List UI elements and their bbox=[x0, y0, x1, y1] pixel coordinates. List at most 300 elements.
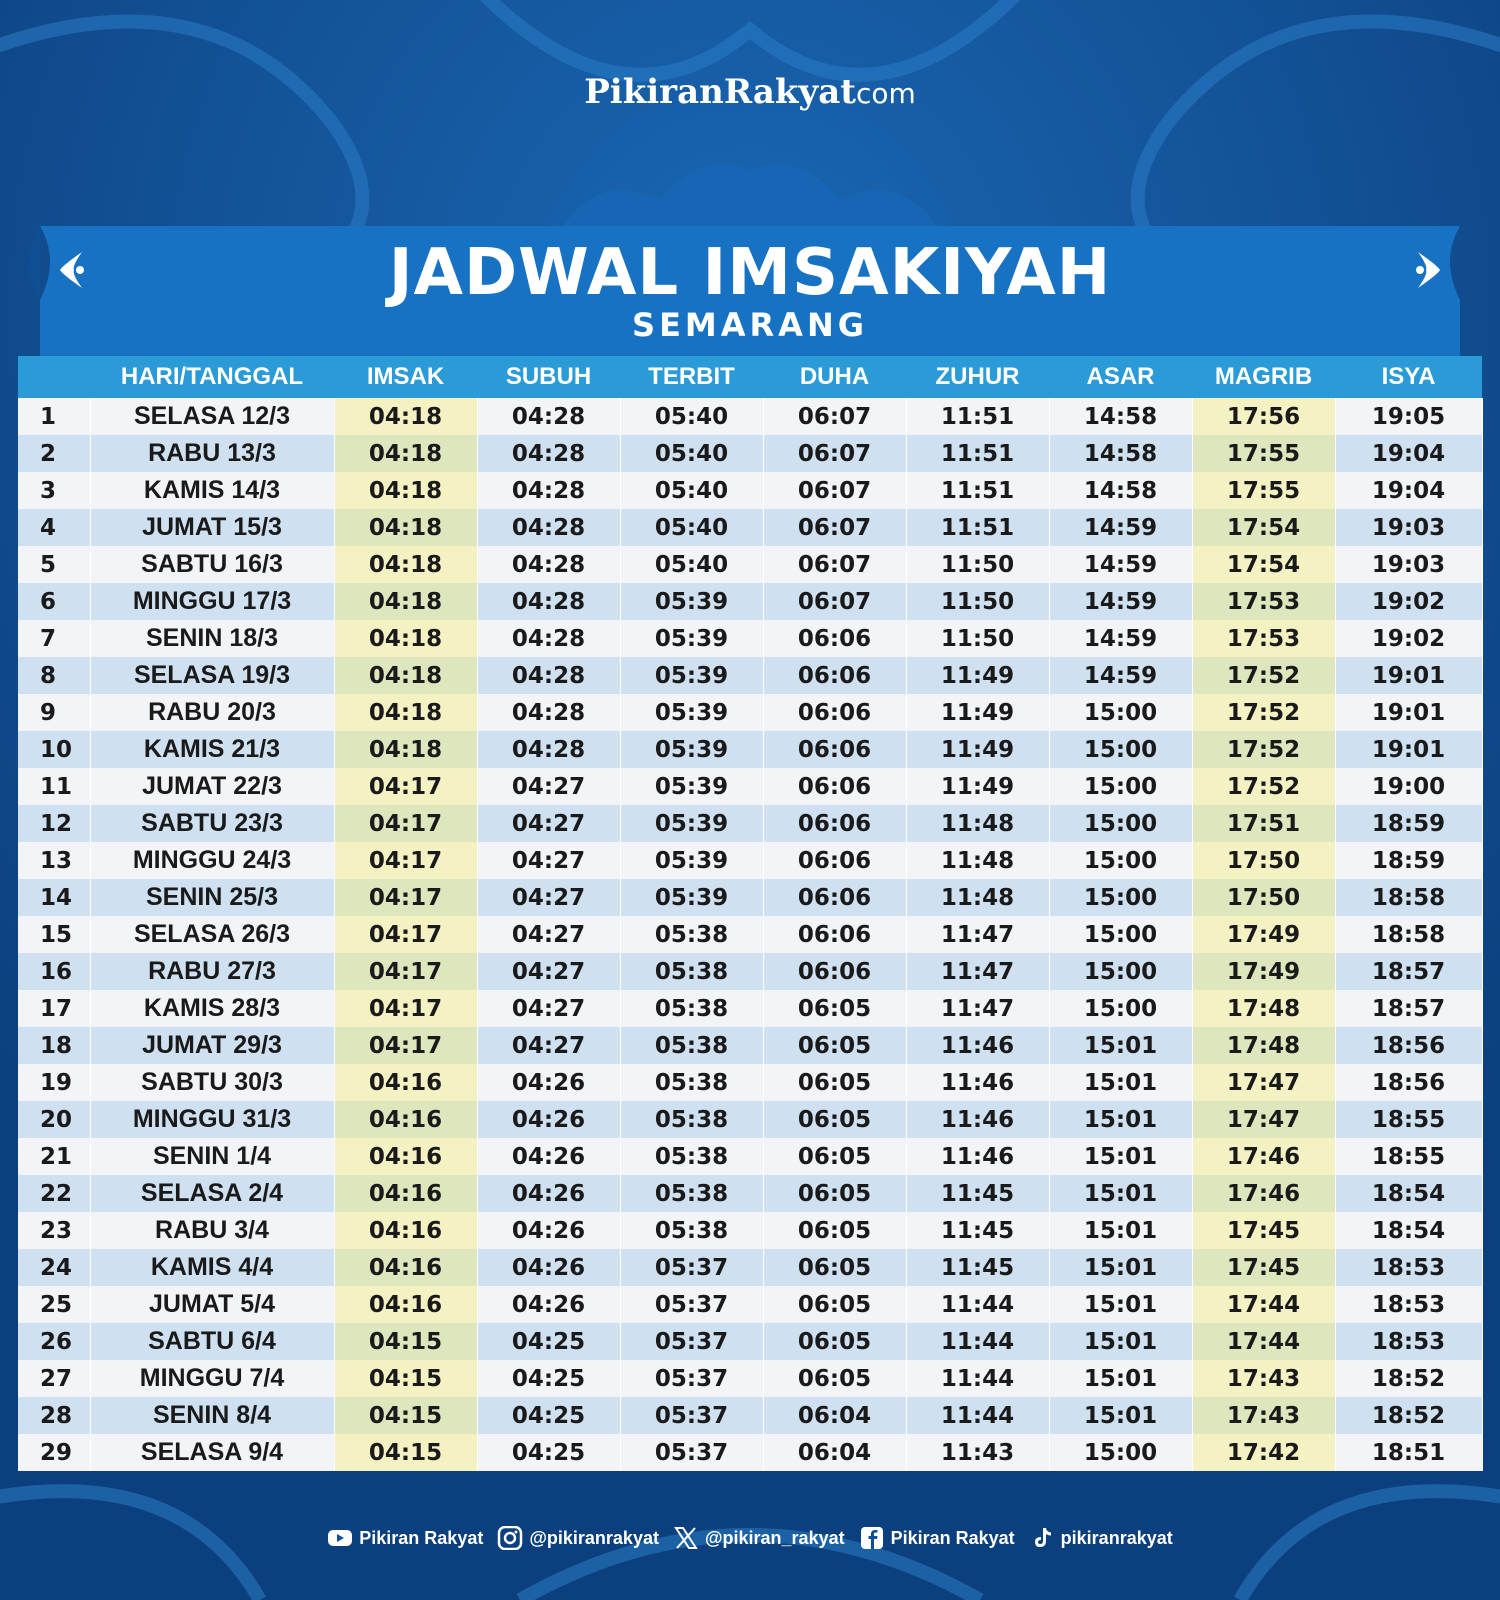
time-cell: 17:50 bbox=[1192, 879, 1335, 916]
time-cell: 04:27 bbox=[477, 953, 620, 990]
table-row bbox=[18, 694, 1482, 731]
time-cell: 05:39 bbox=[620, 657, 763, 694]
time-cell: 17:52 bbox=[1192, 657, 1335, 694]
time-cell: 18:54 bbox=[1335, 1175, 1482, 1212]
table-row bbox=[18, 953, 1482, 990]
table-row bbox=[18, 1434, 1482, 1471]
time-cell: 17:49 bbox=[1192, 916, 1335, 953]
time-cell: 04:27 bbox=[477, 842, 620, 879]
time-cell: 05:38 bbox=[620, 1064, 763, 1101]
time-cell: 04:26 bbox=[477, 1212, 620, 1249]
time-cell: 15:01 bbox=[1049, 1286, 1192, 1323]
time-cell: 18:57 bbox=[1335, 953, 1482, 990]
time-cell: 05:38 bbox=[620, 916, 763, 953]
day-date-cell: KAMIS 28/3 bbox=[90, 990, 334, 1027]
time-cell: 04:28 bbox=[477, 583, 620, 620]
time-cell: 19:01 bbox=[1335, 731, 1482, 768]
time-cell: 15:01 bbox=[1049, 1397, 1192, 1434]
time-cell: 19:04 bbox=[1335, 472, 1482, 509]
time-cell: 05:40 bbox=[620, 509, 763, 546]
social-label: @pikiran_rakyat bbox=[704, 1527, 845, 1548]
time-cell: 04:26 bbox=[477, 1175, 620, 1212]
row-number: 21 bbox=[18, 1138, 90, 1175]
time-cell: 04:18 bbox=[334, 509, 477, 546]
brand-suffix: com bbox=[855, 77, 916, 110]
time-cell: 04:16 bbox=[334, 1286, 477, 1323]
time-cell: 04:15 bbox=[334, 1360, 477, 1397]
time-cell: 17:54 bbox=[1192, 546, 1335, 583]
table-row bbox=[18, 546, 1482, 583]
time-cell: 06:05 bbox=[763, 1360, 906, 1397]
time-cell: 04:28 bbox=[477, 435, 620, 472]
day-date-cell: JUMAT 15/3 bbox=[90, 509, 334, 546]
time-cell: 04:17 bbox=[334, 916, 477, 953]
x-icon bbox=[673, 1526, 699, 1550]
time-cell: 05:40 bbox=[620, 472, 763, 509]
time-cell: 04:26 bbox=[477, 1101, 620, 1138]
time-cell: 04:17 bbox=[334, 953, 477, 990]
time-cell: 17:56 bbox=[1192, 398, 1335, 435]
column-header: SUBUH bbox=[477, 356, 620, 398]
time-cell: 04:17 bbox=[334, 842, 477, 879]
time-cell: 17:47 bbox=[1192, 1064, 1335, 1101]
time-cell: 04:18 bbox=[334, 731, 477, 768]
time-cell: 11:48 bbox=[906, 805, 1049, 842]
time-cell: 05:38 bbox=[620, 1101, 763, 1138]
time-cell: 15:00 bbox=[1049, 1434, 1192, 1471]
day-date-cell: SABTU 30/3 bbox=[90, 1064, 334, 1101]
time-cell: 04:28 bbox=[477, 620, 620, 657]
row-number: 6 bbox=[18, 583, 90, 620]
time-cell: 06:05 bbox=[763, 1027, 906, 1064]
time-cell: 05:37 bbox=[620, 1360, 763, 1397]
table-body bbox=[18, 398, 1482, 1471]
time-cell: 17:44 bbox=[1192, 1286, 1335, 1323]
time-cell: 17:53 bbox=[1192, 583, 1335, 620]
time-cell: 05:38 bbox=[620, 1175, 763, 1212]
table-row bbox=[18, 1360, 1482, 1397]
time-cell: 15:00 bbox=[1049, 916, 1192, 953]
time-cell: 14:58 bbox=[1049, 472, 1192, 509]
time-cell: 14:59 bbox=[1049, 620, 1192, 657]
time-cell: 06:05 bbox=[763, 1101, 906, 1138]
time-cell: 04:18 bbox=[334, 583, 477, 620]
ornament-left-icon bbox=[52, 248, 92, 292]
time-cell: 11:47 bbox=[906, 953, 1049, 990]
time-cell: 15:00 bbox=[1049, 879, 1192, 916]
day-date-cell: SENIN 18/3 bbox=[90, 620, 334, 657]
day-date-cell: SELASA 26/3 bbox=[90, 916, 334, 953]
social-link[interactable] bbox=[327, 1526, 483, 1550]
time-cell: 15:01 bbox=[1049, 1064, 1192, 1101]
time-cell: 04:16 bbox=[334, 1212, 477, 1249]
time-cell: 11:46 bbox=[906, 1138, 1049, 1175]
time-cell: 18:55 bbox=[1335, 1138, 1482, 1175]
time-cell: 05:38 bbox=[620, 953, 763, 990]
time-cell: 15:00 bbox=[1049, 842, 1192, 879]
time-cell: 19:03 bbox=[1335, 509, 1482, 546]
time-cell: 17:45 bbox=[1192, 1212, 1335, 1249]
time-cell: 17:42 bbox=[1192, 1434, 1335, 1471]
time-cell: 05:39 bbox=[620, 768, 763, 805]
row-number: 13 bbox=[18, 842, 90, 879]
brand-name: PikiranRakyat bbox=[584, 72, 856, 112]
time-cell: 17:52 bbox=[1192, 694, 1335, 731]
table-row bbox=[18, 583, 1482, 620]
time-cell: 17:51 bbox=[1192, 805, 1335, 842]
day-date-cell: SENIN 1/4 bbox=[90, 1138, 334, 1175]
day-date-cell: RABU 27/3 bbox=[90, 953, 334, 990]
time-cell: 17:52 bbox=[1192, 731, 1335, 768]
time-cell: 11:50 bbox=[906, 546, 1049, 583]
time-cell: 05:37 bbox=[620, 1249, 763, 1286]
time-cell: 14:59 bbox=[1049, 509, 1192, 546]
time-cell: 11:46 bbox=[906, 1101, 1049, 1138]
time-cell: 18:56 bbox=[1335, 1027, 1482, 1064]
time-cell: 04:28 bbox=[477, 472, 620, 509]
time-cell: 06:05 bbox=[763, 1249, 906, 1286]
time-cell: 04:18 bbox=[334, 620, 477, 657]
table-row bbox=[18, 731, 1482, 768]
table-row bbox=[18, 1138, 1482, 1175]
time-cell: 04:15 bbox=[334, 1434, 477, 1471]
time-cell: 15:01 bbox=[1049, 1212, 1192, 1249]
time-cell: 11:49 bbox=[906, 657, 1049, 694]
row-number: 11 bbox=[18, 768, 90, 805]
time-cell: 05:38 bbox=[620, 1138, 763, 1175]
time-cell: 18:54 bbox=[1335, 1212, 1482, 1249]
day-date-cell: RABU 20/3 bbox=[90, 694, 334, 731]
time-cell: 06:06 bbox=[763, 805, 906, 842]
time-cell: 11:44 bbox=[906, 1397, 1049, 1434]
time-cell: 11:47 bbox=[906, 916, 1049, 953]
time-cell: 17:53 bbox=[1192, 620, 1335, 657]
time-cell: 11:49 bbox=[906, 731, 1049, 768]
social-label: pikiranrakyat bbox=[1060, 1527, 1173, 1548]
page-title: JADWAL IMSAKIYAH bbox=[388, 236, 1112, 310]
time-cell: 04:18 bbox=[334, 398, 477, 435]
time-cell: 17:43 bbox=[1192, 1360, 1335, 1397]
time-cell: 06:06 bbox=[763, 879, 906, 916]
time-cell: 04:16 bbox=[334, 1138, 477, 1175]
time-cell: 18:57 bbox=[1335, 990, 1482, 1027]
social-footer bbox=[0, 1526, 1500, 1550]
table-row bbox=[18, 768, 1482, 805]
table-header-row bbox=[18, 356, 1482, 398]
time-cell: 04:15 bbox=[334, 1397, 477, 1434]
row-number: 28 bbox=[18, 1397, 90, 1434]
time-cell: 06:06 bbox=[763, 620, 906, 657]
day-date-cell: KAMIS 21/3 bbox=[90, 731, 334, 768]
time-cell: 05:39 bbox=[620, 620, 763, 657]
time-cell: 04:17 bbox=[334, 879, 477, 916]
table-row bbox=[18, 1249, 1482, 1286]
time-cell: 11:44 bbox=[906, 1360, 1049, 1397]
time-cell: 06:06 bbox=[763, 953, 906, 990]
time-cell: 06:07 bbox=[763, 472, 906, 509]
time-cell: 19:05 bbox=[1335, 398, 1482, 435]
time-cell: 04:17 bbox=[334, 768, 477, 805]
time-cell: 11:51 bbox=[906, 509, 1049, 546]
time-cell: 19:03 bbox=[1335, 546, 1482, 583]
row-number: 19 bbox=[18, 1064, 90, 1101]
day-date-cell: MINGGU 7/4 bbox=[90, 1360, 334, 1397]
day-date-cell: SABTU 16/3 bbox=[90, 546, 334, 583]
column-header: ASAR bbox=[1049, 356, 1192, 398]
time-cell: 17:50 bbox=[1192, 842, 1335, 879]
row-number: 26 bbox=[18, 1323, 90, 1360]
day-date-cell: RABU 13/3 bbox=[90, 435, 334, 472]
table-row bbox=[18, 620, 1482, 657]
social-label: @pikiranrakyat bbox=[529, 1527, 659, 1548]
time-cell: 04:27 bbox=[477, 990, 620, 1027]
time-cell: 04:25 bbox=[477, 1360, 620, 1397]
day-date-cell: SABTU 6/4 bbox=[90, 1323, 334, 1360]
social-label: Pikiran Rakyat bbox=[359, 1527, 484, 1548]
time-cell: 05:37 bbox=[620, 1397, 763, 1434]
time-cell: 17:55 bbox=[1192, 435, 1335, 472]
row-number: 22 bbox=[18, 1175, 90, 1212]
time-cell: 04:16 bbox=[334, 1101, 477, 1138]
time-cell: 17:54 bbox=[1192, 509, 1335, 546]
brand-logo bbox=[0, 72, 1500, 112]
day-date-cell: KAMIS 4/4 bbox=[90, 1249, 334, 1286]
table-row bbox=[18, 1397, 1482, 1434]
column-header: DUHA bbox=[763, 356, 906, 398]
time-cell: 18:53 bbox=[1335, 1286, 1482, 1323]
time-cell: 19:01 bbox=[1335, 694, 1482, 731]
time-cell: 06:06 bbox=[763, 694, 906, 731]
time-cell: 04:17 bbox=[334, 990, 477, 1027]
time-cell: 04:16 bbox=[334, 1249, 477, 1286]
day-date-cell: MINGGU 24/3 bbox=[90, 842, 334, 879]
time-cell: 14:59 bbox=[1049, 546, 1192, 583]
time-cell: 04:27 bbox=[477, 768, 620, 805]
time-cell: 15:01 bbox=[1049, 1138, 1192, 1175]
time-cell: 15:00 bbox=[1049, 990, 1192, 1027]
time-cell: 05:39 bbox=[620, 805, 763, 842]
time-cell: 18:56 bbox=[1335, 1064, 1482, 1101]
tiktok-icon bbox=[1029, 1526, 1055, 1550]
time-cell: 19:00 bbox=[1335, 768, 1482, 805]
time-cell: 11:49 bbox=[906, 768, 1049, 805]
table-row bbox=[18, 1027, 1482, 1064]
day-date-cell: MINGGU 31/3 bbox=[90, 1101, 334, 1138]
time-cell: 06:07 bbox=[763, 398, 906, 435]
time-cell: 14:59 bbox=[1049, 583, 1192, 620]
time-cell: 19:01 bbox=[1335, 657, 1482, 694]
time-cell: 15:01 bbox=[1049, 1101, 1192, 1138]
time-cell: 19:02 bbox=[1335, 583, 1482, 620]
time-cell: 05:37 bbox=[620, 1323, 763, 1360]
row-number: 25 bbox=[18, 1286, 90, 1323]
row-number: 7 bbox=[18, 620, 90, 657]
day-date-cell: JUMAT 5/4 bbox=[90, 1286, 334, 1323]
time-cell: 04:16 bbox=[334, 1064, 477, 1101]
column-header: TERBIT bbox=[620, 356, 763, 398]
table-row bbox=[18, 1064, 1482, 1101]
time-cell: 18:53 bbox=[1335, 1249, 1482, 1286]
column-header: HARI/TANGGAL bbox=[90, 356, 334, 398]
table-row bbox=[18, 657, 1482, 694]
time-cell: 06:06 bbox=[763, 842, 906, 879]
time-cell: 04:26 bbox=[477, 1286, 620, 1323]
time-cell: 11:49 bbox=[906, 694, 1049, 731]
time-cell: 15:01 bbox=[1049, 1323, 1192, 1360]
time-cell: 11:50 bbox=[906, 620, 1049, 657]
row-number: 18 bbox=[18, 1027, 90, 1064]
time-cell: 06:05 bbox=[763, 1064, 906, 1101]
time-cell: 06:05 bbox=[763, 1138, 906, 1175]
time-cell: 11:51 bbox=[906, 435, 1049, 472]
instagram-icon bbox=[497, 1526, 523, 1550]
time-cell: 18:52 bbox=[1335, 1397, 1482, 1434]
row-number: 17 bbox=[18, 990, 90, 1027]
day-date-cell: SELASA 19/3 bbox=[90, 657, 334, 694]
row-number: 15 bbox=[18, 916, 90, 953]
time-cell: 18:58 bbox=[1335, 879, 1482, 916]
row-number: 12 bbox=[18, 805, 90, 842]
day-date-cell: JUMAT 29/3 bbox=[90, 1027, 334, 1064]
facebook-icon bbox=[859, 1526, 885, 1550]
day-date-cell: JUMAT 22/3 bbox=[90, 768, 334, 805]
time-cell: 17:44 bbox=[1192, 1323, 1335, 1360]
time-cell: 18:55 bbox=[1335, 1101, 1482, 1138]
social-link[interactable] bbox=[1029, 1526, 1173, 1550]
time-cell: 05:38 bbox=[620, 990, 763, 1027]
time-cell: 15:01 bbox=[1049, 1027, 1192, 1064]
time-cell: 17:55 bbox=[1192, 472, 1335, 509]
social-link[interactable] bbox=[859, 1526, 1015, 1550]
time-cell: 04:18 bbox=[334, 657, 477, 694]
time-cell: 17:43 bbox=[1192, 1397, 1335, 1434]
column-header: IMSAK bbox=[334, 356, 477, 398]
time-cell: 06:04 bbox=[763, 1434, 906, 1471]
time-cell: 11:43 bbox=[906, 1434, 1049, 1471]
youtube-icon bbox=[327, 1526, 353, 1550]
day-date-cell: KAMIS 14/3 bbox=[90, 472, 334, 509]
time-cell: 04:25 bbox=[477, 1323, 620, 1360]
time-cell: 15:00 bbox=[1049, 768, 1192, 805]
row-number: 3 bbox=[18, 472, 90, 509]
row-number: 23 bbox=[18, 1212, 90, 1249]
time-cell: 04:27 bbox=[477, 916, 620, 953]
time-cell: 18:59 bbox=[1335, 805, 1482, 842]
time-cell: 15:01 bbox=[1049, 1249, 1192, 1286]
time-cell: 15:00 bbox=[1049, 694, 1192, 731]
table-row bbox=[18, 1286, 1482, 1323]
social-link[interactable] bbox=[673, 1526, 845, 1550]
row-number: 1 bbox=[18, 398, 90, 435]
time-cell: 11:51 bbox=[906, 472, 1049, 509]
time-cell: 15:01 bbox=[1049, 1175, 1192, 1212]
day-date-cell: SABTU 23/3 bbox=[90, 805, 334, 842]
time-cell: 11:47 bbox=[906, 990, 1049, 1027]
row-number: 5 bbox=[18, 546, 90, 583]
row-number: 24 bbox=[18, 1249, 90, 1286]
day-date-cell: SELASA 2/4 bbox=[90, 1175, 334, 1212]
time-cell: 05:39 bbox=[620, 842, 763, 879]
time-cell: 04:25 bbox=[477, 1397, 620, 1434]
time-cell: 17:48 bbox=[1192, 990, 1335, 1027]
table-row bbox=[18, 842, 1482, 879]
time-cell: 17:45 bbox=[1192, 1249, 1335, 1286]
time-cell: 17:49 bbox=[1192, 953, 1335, 990]
time-cell: 05:39 bbox=[620, 879, 763, 916]
day-date-cell: MINGGU 17/3 bbox=[90, 583, 334, 620]
time-cell: 06:06 bbox=[763, 916, 906, 953]
time-cell: 15:00 bbox=[1049, 953, 1192, 990]
time-cell: 06:05 bbox=[763, 1286, 906, 1323]
row-number: 20 bbox=[18, 1101, 90, 1138]
time-cell: 04:28 bbox=[477, 398, 620, 435]
column-header: ISYA bbox=[1335, 356, 1482, 398]
time-cell: 17:52 bbox=[1192, 768, 1335, 805]
time-cell: 06:06 bbox=[763, 768, 906, 805]
row-number: 2 bbox=[18, 435, 90, 472]
row-number: 27 bbox=[18, 1360, 90, 1397]
time-cell: 15:00 bbox=[1049, 731, 1192, 768]
table-row bbox=[18, 509, 1482, 546]
time-cell: 18:51 bbox=[1335, 1434, 1482, 1471]
time-cell: 11:50 bbox=[906, 583, 1049, 620]
time-cell: 06:07 bbox=[763, 583, 906, 620]
time-cell: 06:07 bbox=[763, 546, 906, 583]
time-cell: 05:40 bbox=[620, 546, 763, 583]
time-cell: 04:27 bbox=[477, 1027, 620, 1064]
time-cell: 18:53 bbox=[1335, 1323, 1482, 1360]
imsakiyah-table bbox=[18, 356, 1483, 1471]
time-cell: 04:26 bbox=[477, 1064, 620, 1101]
table-row bbox=[18, 879, 1482, 916]
time-cell: 11:46 bbox=[906, 1064, 1049, 1101]
city-subtitle: SEMARANG bbox=[632, 306, 868, 344]
time-cell: 04:16 bbox=[334, 1175, 477, 1212]
time-cell: 17:46 bbox=[1192, 1138, 1335, 1175]
time-cell: 11:44 bbox=[906, 1323, 1049, 1360]
row-number: 9 bbox=[18, 694, 90, 731]
day-date-cell: SELASA 9/4 bbox=[90, 1434, 334, 1471]
ornament-right-icon bbox=[1408, 248, 1448, 292]
time-cell: 04:18 bbox=[334, 472, 477, 509]
time-cell: 18:52 bbox=[1335, 1360, 1482, 1397]
time-cell: 04:18 bbox=[334, 435, 477, 472]
time-cell: 15:01 bbox=[1049, 1360, 1192, 1397]
time-cell: 14:59 bbox=[1049, 657, 1192, 694]
time-cell: 06:05 bbox=[763, 1175, 906, 1212]
social-label: Pikiran Rakyat bbox=[890, 1527, 1015, 1548]
time-cell: 19:04 bbox=[1335, 435, 1482, 472]
time-cell: 04:28 bbox=[477, 509, 620, 546]
row-number: 29 bbox=[18, 1434, 90, 1471]
time-cell: 04:25 bbox=[477, 1434, 620, 1471]
column-header: ZUHUR bbox=[906, 356, 1049, 398]
table-row bbox=[18, 1101, 1482, 1138]
social-link[interactable] bbox=[497, 1526, 659, 1550]
time-cell: 06:06 bbox=[763, 657, 906, 694]
time-cell: 15:00 bbox=[1049, 805, 1192, 842]
time-cell: 05:40 bbox=[620, 435, 763, 472]
time-cell: 11:46 bbox=[906, 1027, 1049, 1064]
time-cell: 11:45 bbox=[906, 1175, 1049, 1212]
row-number: 14 bbox=[18, 879, 90, 916]
time-cell: 04:27 bbox=[477, 879, 620, 916]
time-cell: 04:28 bbox=[477, 694, 620, 731]
time-cell: 11:44 bbox=[906, 1286, 1049, 1323]
time-cell: 04:26 bbox=[477, 1138, 620, 1175]
time-cell: 14:58 bbox=[1049, 398, 1192, 435]
time-cell: 05:39 bbox=[620, 731, 763, 768]
